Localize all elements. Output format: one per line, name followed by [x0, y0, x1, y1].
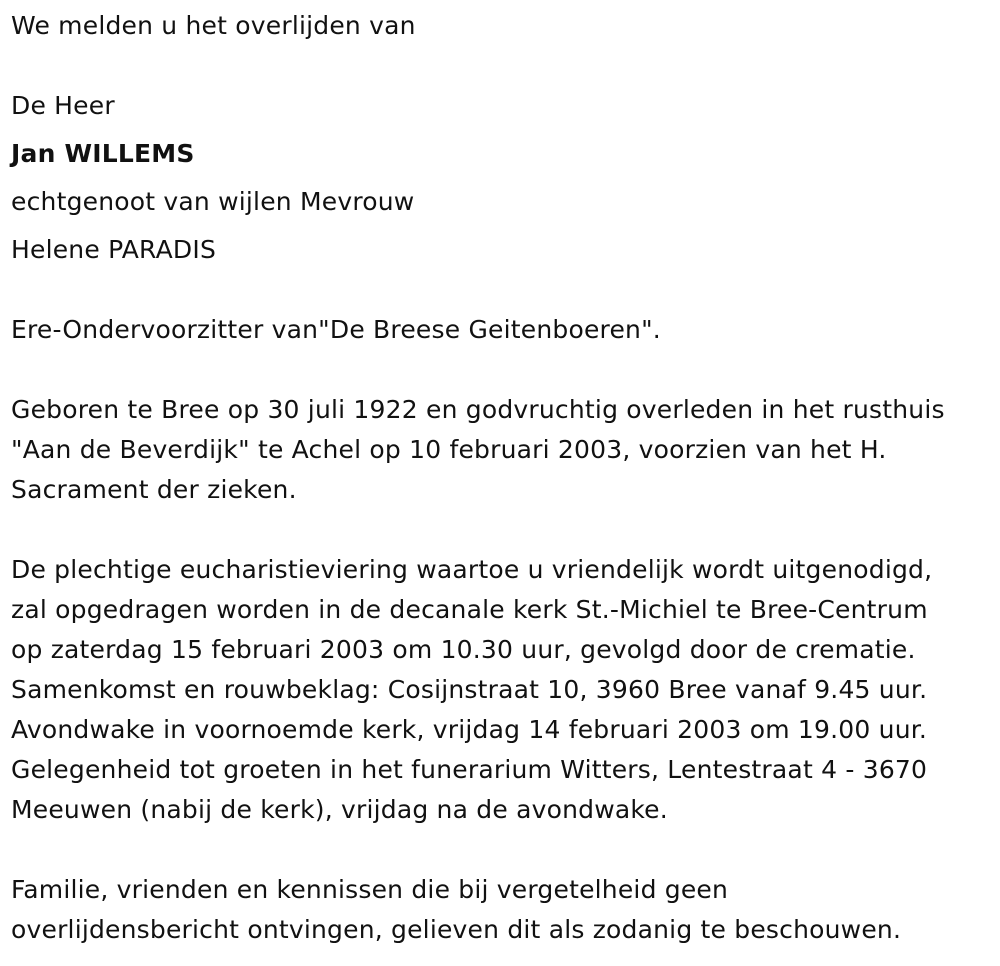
ceremony-line: De plechtige eucharistieviering waartoe u vriendelijk wordt uitgenodigd,: [11, 555, 933, 584]
birth-death-paragraph: [11, 390, 945, 510]
birth-death-line: Sacrament der zieken.: [11, 475, 297, 504]
ceremony-line: Samenkomst en rouwbeklag: Cosijnstraat 10, 3960 Bree vanaf 9.45 uur.: [11, 675, 928, 704]
ceremony-line: zal opgedragen worden in de decanale kerk St.-Michiel te Bree-Centrum: [11, 595, 928, 624]
ceremony-line: Avondwake in voornoemde kerk, vrijdag 14 februari 2003 om 19.00 uur.: [11, 715, 928, 744]
ceremony-line: Meeuwen (nabij de kerk), vrijdag na de avondwake.: [11, 795, 668, 824]
deceased-name: Jan WILLEMS: [11, 139, 195, 168]
birth-death-line: Geboren te Bree op 30 juli 1922 en godvruchtig overleden in het rusthuis: [11, 395, 945, 424]
honorific: De Heer: [11, 91, 115, 120]
spouse-line-2: Helene PARADIS: [11, 235, 217, 264]
ceremony-line: Gelegenheid tot groeten in het funerarium Witters, Lentestraat 4 - 3670: [11, 755, 928, 784]
family-line: Familie, vrienden en kennissen die bij vergetelheid geen: [11, 875, 729, 904]
spouse-line-1: echtgenoot van wijlen Mevrouw: [11, 187, 415, 216]
birth-death-line: "Aan de Beverdijk" te Achel op 10 februari 2003, voorzien van het H.: [11, 435, 887, 464]
family-paragraph: [11, 870, 901, 950]
honorary-role: Ere-Ondervoorzitter van"De Breese Geitenboeren".: [11, 315, 661, 344]
ceremony-line: op zaterdag 15 februari 2003 om 10.30 uur, gevolgd door de crematie.: [11, 635, 916, 664]
intro-text: We melden u het overlijden van: [11, 11, 416, 40]
family-line: overlijdensbericht ontvingen, gelieven dit als zodanig te beschouwen.: [11, 915, 902, 944]
ceremony-paragraph: [11, 550, 932, 830]
